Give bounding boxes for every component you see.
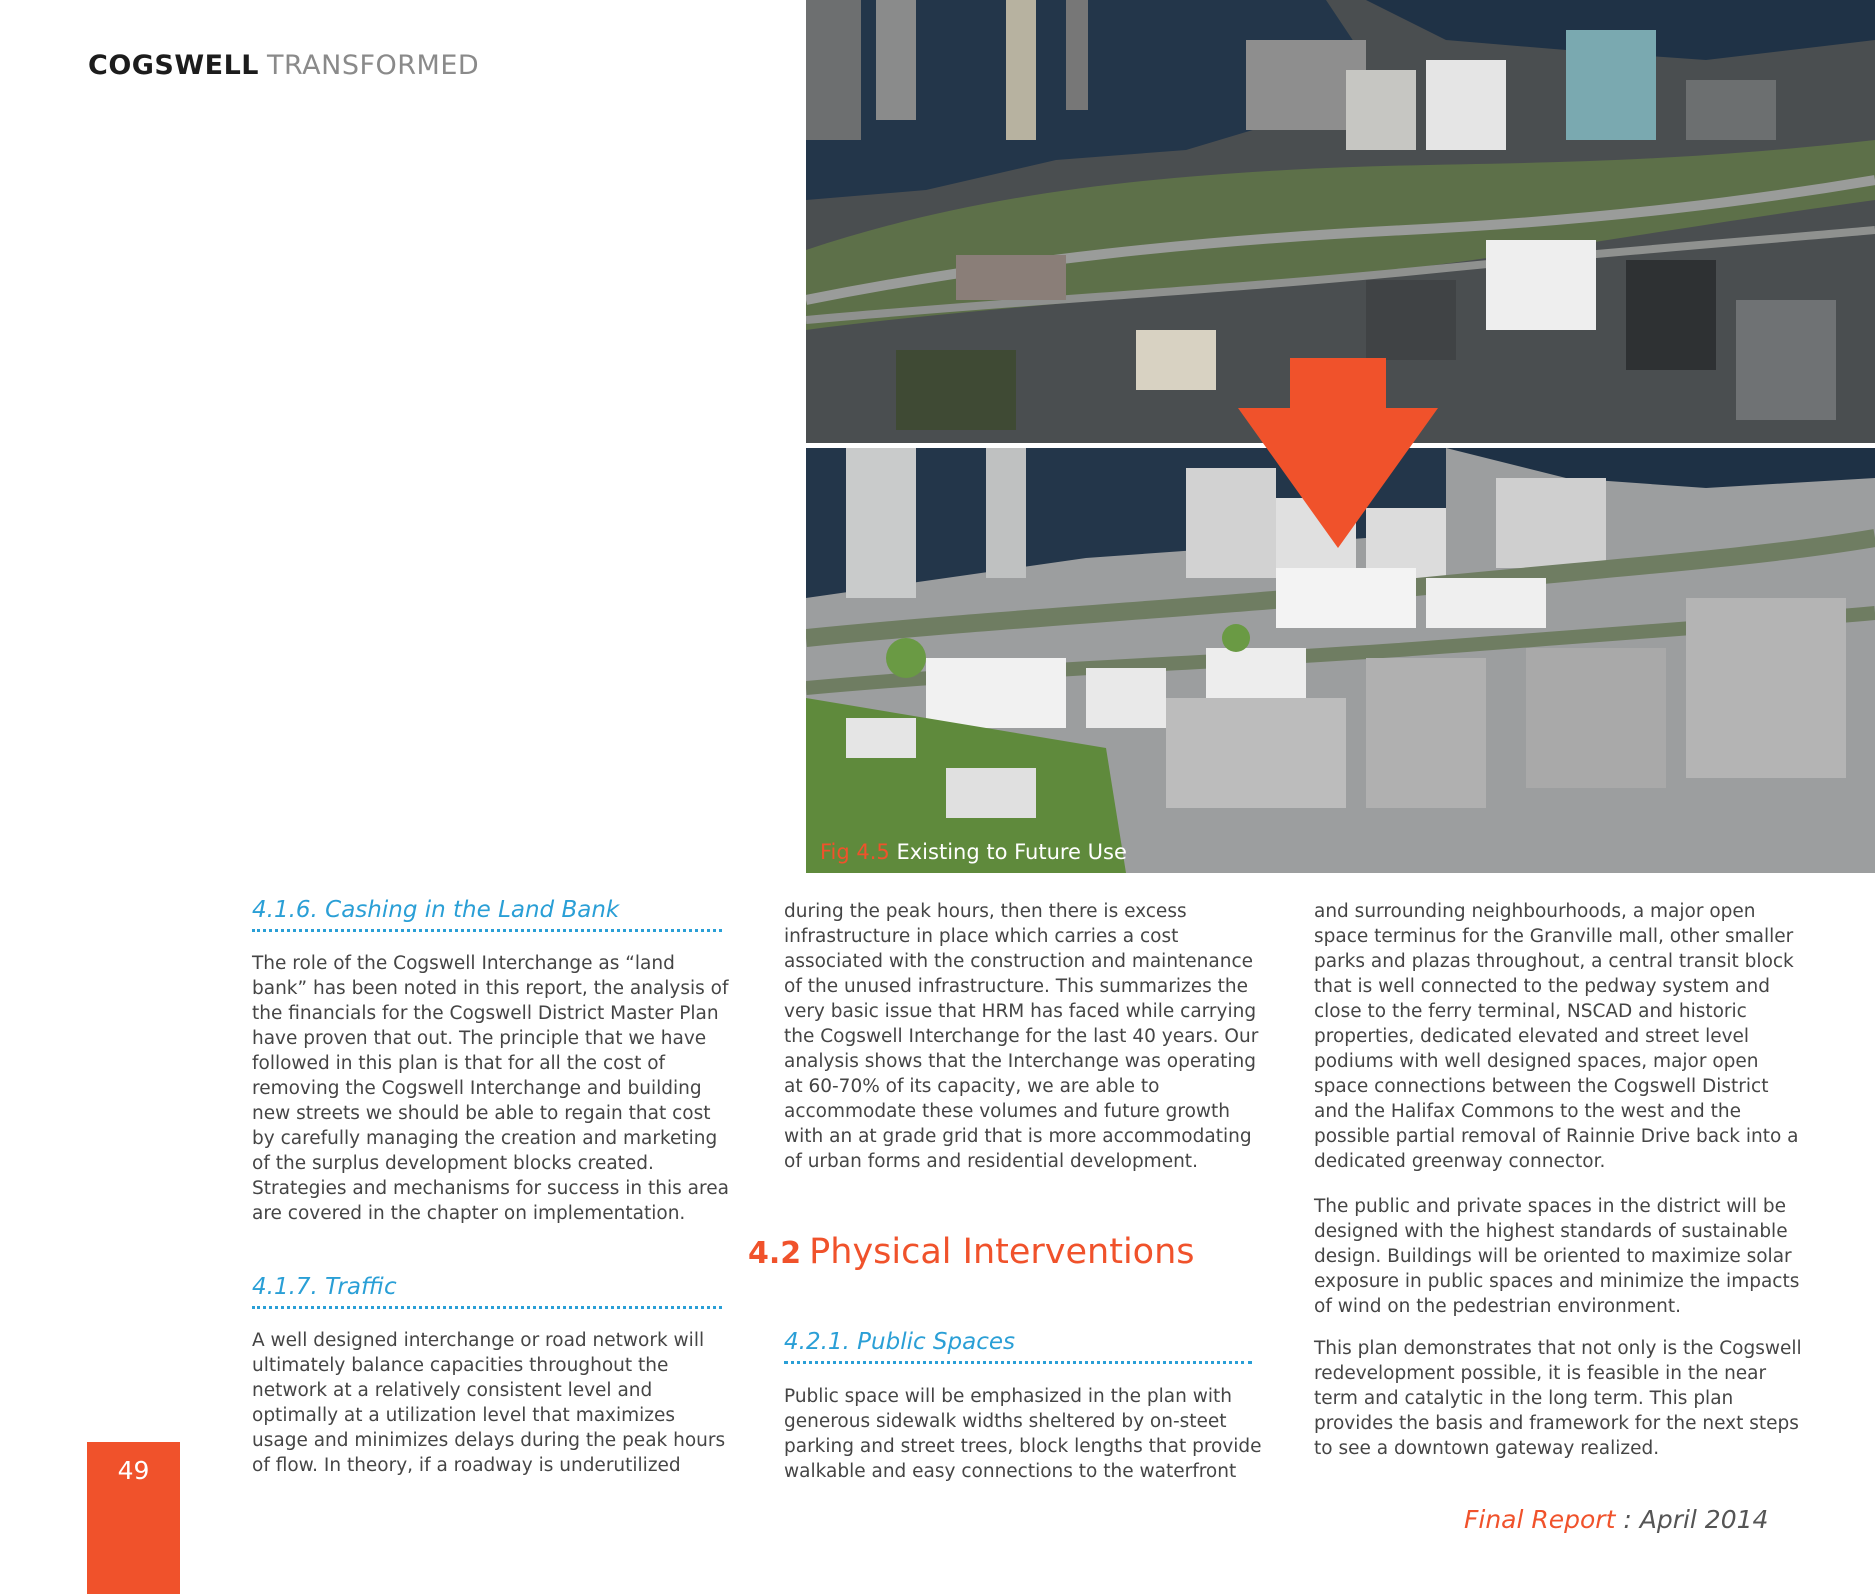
page-number: 49: [117, 1456, 150, 1485]
transformation-arrow-icon: [1238, 358, 1438, 548]
running-footer: [1464, 1505, 1768, 1534]
section-heading-4-2: [748, 1232, 1195, 1272]
page-number-tab: [87, 1442, 180, 1594]
figure-number: Fig 4.5: [820, 840, 890, 864]
paragraph-4-1-7-continued: during the peak hours, then there is excess infrastructure in place which carries a cost associated with the construction and maintenance of the unused infrastructure. This summarizes the very basic issue that HRM has faced while carrying the Cogswell Interchange for the last 40 years. Our analysis shows that the Interchange was operating at 60-70% of its capacity, we are able to accommodate these volumes and future growth with an at grade grid that is more accommodating of urban forms and residential development.: [784, 901, 1259, 1172]
paragraph-4-2-1: Public space will be emphasized in the plan with generous sidewalk widths sheltered by on-steet parking and street trees, block lengths that provide walkable and easy connections to the waterfront: [784, 1386, 1262, 1482]
footer-date: April 2014: [1639, 1505, 1769, 1534]
footer-report-label: Final Report: [1464, 1505, 1616, 1534]
figure-caption-text: Existing to Future Use: [896, 840, 1127, 864]
paragraph-conclusion: This plan demonstrates that not only is the Cogswell redevelopment possible, it is feasible in the near term and catalytic in the long term. This plan provides the basis and framework for the next steps to see a downtown gateway realized.: [1314, 1338, 1802, 1459]
header-light: TRANSFORMED: [267, 50, 480, 81]
heading-4-1-7: 4.1.7. Traffic: [252, 1274, 722, 1309]
heading-4-1-6: 4.1.6. Cashing in the Land Bank: [252, 897, 722, 932]
paragraph-4-1-6: The role of the Cogswell Interchange as “land bank” has been noted in this report, the analysis of the financials for the Cogswell District Master Plan have proven that out. The principle that we have followed in this plan is that for all the cost of removing the Cogswell Interchange and building new streets we should be able to regain that cost by carefully managing the creation and marketing of the surplus development blocks created. Strategies and mechanisms for success in this area are covered in the chapter on implementation.: [252, 953, 729, 1224]
footer-separator: :: [1615, 1505, 1640, 1534]
paragraph-4-1-7: A well designed interchange or road network will ultimately balance capacities throughout the network at a relatively consistent level and optimally at a utilization level that maximizes usage and minimizes delays during the peak hours of flow. In theory, if a roadway is underutilized: [252, 1330, 726, 1476]
paragraph-4-2-1-continued: and surrounding neighbourhoods, a major open space terminus for the Granville mall, other smaller parks and plazas throughout, a central transit block that is well connected to the pedway system and close to the ferry terminal, NSCAD and historic properties, dedicated elevated and street level podiums with well designed spaces, major open space connections between the Cogswell District and the Halifax Commons to the west and the possible partial removal of Rainnie Drive back into a dedicated greenway connector.: [1314, 901, 1799, 1172]
figure-caption: [820, 840, 1127, 864]
running-header: [88, 50, 479, 81]
section-number: 4.2: [748, 1236, 802, 1271]
heading-4-2-1: 4.2.1. Public Spaces: [784, 1329, 1252, 1364]
header-bold: COGSWELL: [88, 50, 260, 81]
paragraph-sustainable-design: The public and private spaces in the district will be designed with the highest standards of sustainable design. Buildings will be oriented to maximize solar exposure in public spaces and minimize the impacts of wind on the pedestrian environment.: [1314, 1196, 1800, 1317]
section-title: Physical Interventions: [809, 1232, 1195, 1272]
